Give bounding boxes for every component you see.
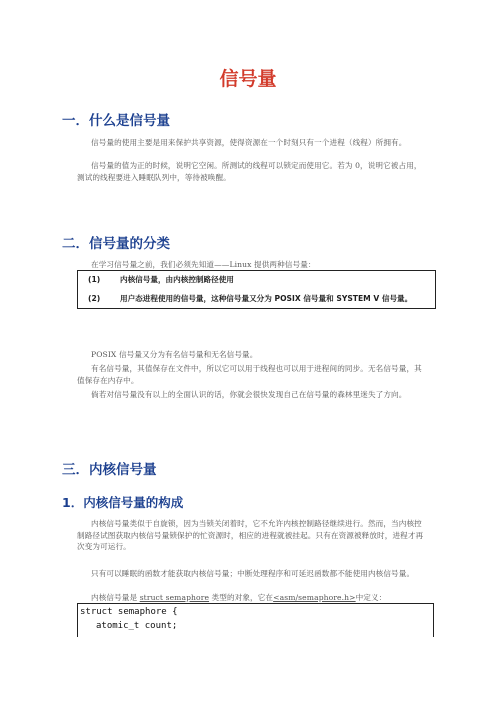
paragraph: 在学习信号量之前，我们必须先知道——Linux 提供两种信号量：: [91, 260, 316, 269]
code-line: struct semaphore {: [80, 607, 178, 617]
header-file-name: <asm/semaphore.h>: [273, 593, 356, 602]
list-item-number: (1): [88, 275, 101, 284]
paragraph: 有名信号量，其值保存在文件中，所以它可以用于线程也可以用于进程间的同步。无名信号量，其值保存在内存中。: [77, 364, 422, 385]
paragraph: 信号量的值为正的时候，说明它空闲。所测试的线程可以锁定而使用它。若为 0，说明它被占用，测试的线程要进入睡眠队列中，等待被唤醒。: [77, 161, 422, 182]
section-heading-kernel-semaphore: 三．内核信号量: [62, 462, 157, 478]
paragraph: [77, 592, 429, 604]
list-item-number: (2): [88, 294, 101, 303]
struct-name: struct semaphore: [139, 593, 210, 602]
text-fragment: 类型的对象，它在: [209, 593, 274, 602]
section-heading-what-is-semaphore: 一．什么是信号量: [62, 113, 170, 129]
list-item-text: 内核信号量，由内核控制路径使用: [120, 275, 234, 284]
text-fragment: 内核信号量是: [91, 593, 140, 602]
paragraph: 只有可以睡眠的函数才能获取内核信号量；中断处理程序和可延迟函数都不能使用内核信号量。: [91, 569, 415, 578]
code-block: [77, 603, 434, 637]
text-fragment: 中定义：: [355, 593, 387, 602]
paragraph: 信号量的使用主要是用来保护共享资源，使得资源在一个时刻只有一个进程（线程）所拥有。: [91, 138, 407, 147]
paragraph: 倘若对信号量没有以上的全面认识的话，你就会很快发现自己在信号量的森林里迷失了方向。: [91, 390, 407, 399]
paragraph: POSIX 信号量又分为有名信号量和无名信号量。: [91, 350, 258, 359]
list-item: [78, 292, 435, 305]
subsection-heading-kernel-semaphore-structure: 1．内核信号量的构成: [62, 495, 184, 510]
list-item: [78, 273, 435, 286]
list-item-text: 用户态进程使用的信号量，这种信号量又分为 POSIX 信号量和 SYSTEM V 信号量。: [120, 294, 413, 303]
page-title: 信号量: [219, 68, 277, 90]
code-line: atomic_t count;: [96, 620, 178, 631]
semaphore-types-box: [77, 270, 436, 309]
paragraph: 内核信号量类似于自旋锁，因为当锁关闭着时，它不允许内核控制路径继续进行。然而，当内核控制路径试图获取内核信号量锁保护的忙资源时，相应的进程就被挂起。只有在资源被释放时，进程才再次变为可运行。: [77, 519, 424, 552]
section-heading-semaphore-types: 二．信号量的分类: [62, 236, 170, 252]
